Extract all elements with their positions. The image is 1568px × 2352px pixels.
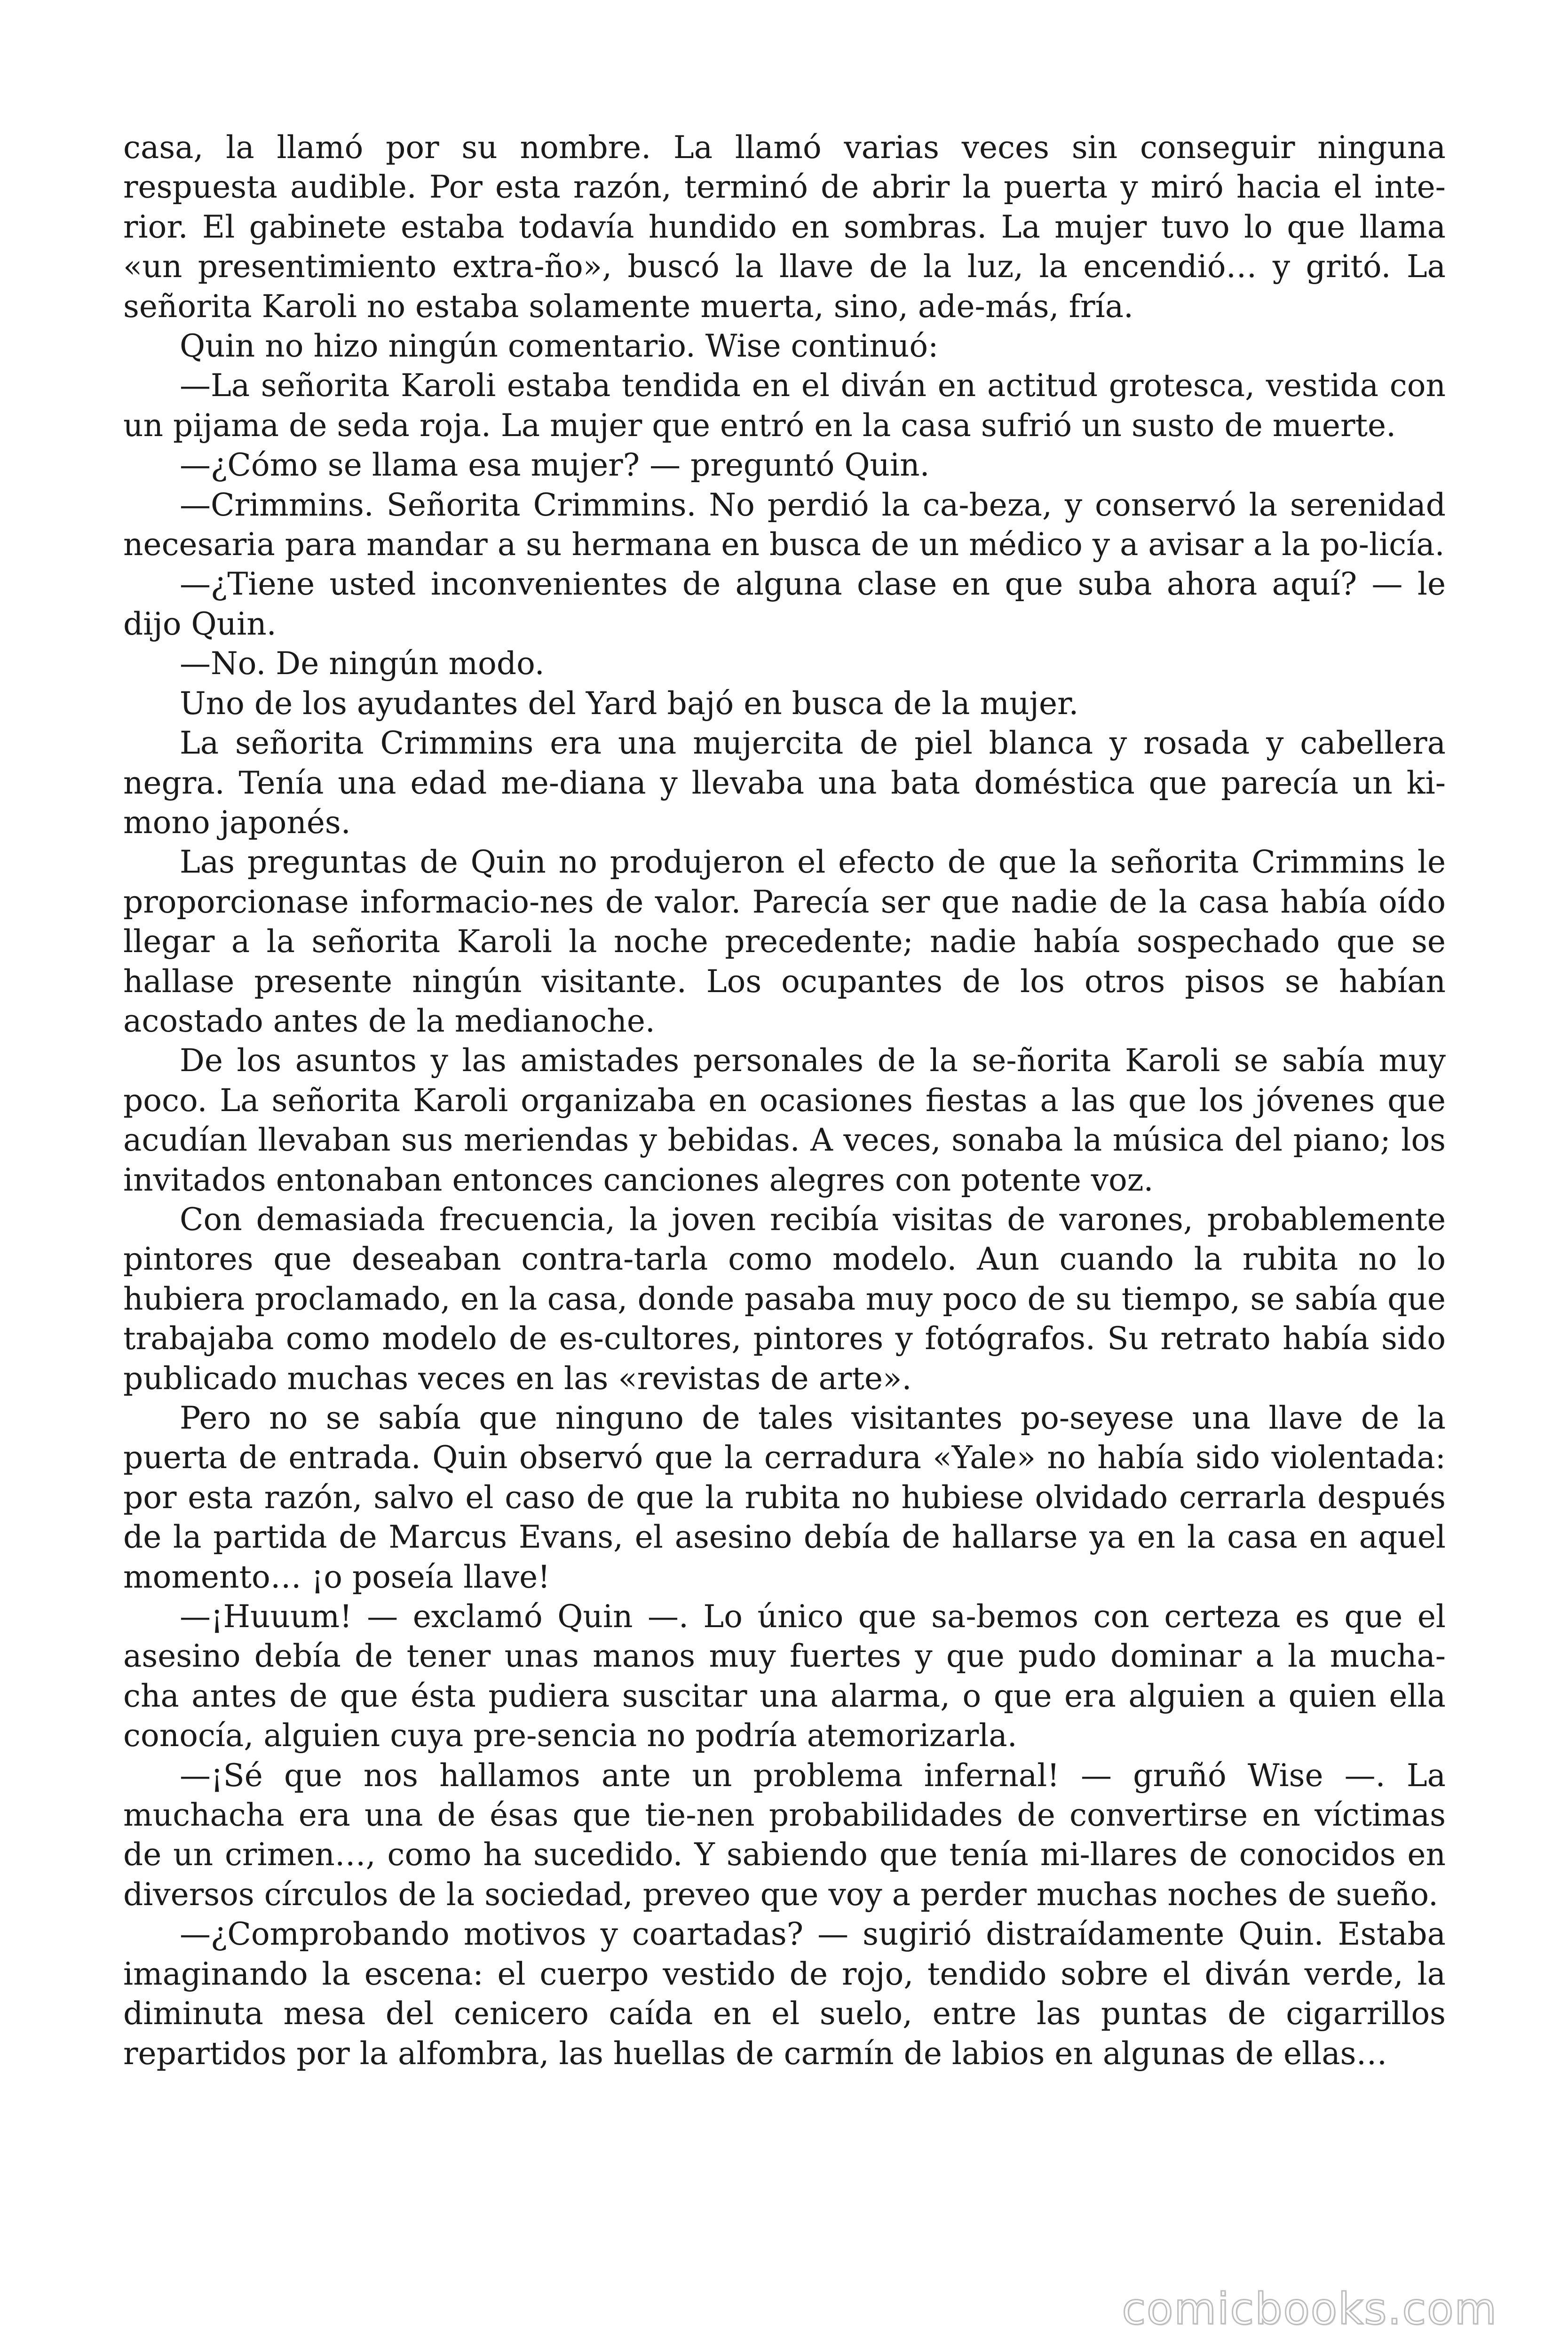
- watermark: comicbooks.com: [1122, 2284, 1497, 2334]
- paragraph: —¿Cómo se llama esa mujer? — preguntó Quin.: [180, 447, 930, 484]
- paragraph: —Crimmins. Señorita Crimmins. No perdió la ca-beza, y conservó la serenidad necesaria para mandar a su hermana en busca de un médico y a avisar a la po-licía.: [123, 486, 1446, 563]
- paragraph: Pero no se sabía que ninguno de tales visitantes po-seyese una llave de la puerta de entrada. Quin observó que la cerradura «Yale» no había sido violentada: por esta razón, salvo el caso de que la rubita no hubiese olvidado cerrarla después de la partida de Marcus Evans, el asesino debía de hallarse ya en la casa en aquel momento… ¡o poseía llave!: [123, 1400, 1446, 1595]
- paragraph: —No. De ningún modo.: [180, 645, 545, 682]
- paragraph: —¿Comprobando motivos y coartadas? — sugirió distraídamente Quin. Estaba imaginando la escena: el cuerpo vestido de rojo, tendido sobre el diván verde, la diminuta mesa del cenicero caída en el suelo, entre las puntas de cigarrillos repartidos por la alfombra, las huellas de carmín de labios en algunas de ellas…: [123, 1916, 1446, 2072]
- paragraph: De los asuntos y las amistades personales de la se-ñorita Karoli se sabía muy poco. La señorita Karoli organizaba en ocasiones fiestas a las que los jóvenes que acudían llevaban sus meriendas y bebidas. A veces, sonaba la música del piano; los invitados entonaban entonces canciones alegres con potente voz.: [123, 1042, 1446, 1198]
- paragraph: La señorita Crimmins era una mujercita de piel blanca y rosada y cabellera negra. Tenía una edad me-diana y llevaba una bata doméstica que parecía un ki-mono japonés.: [123, 725, 1446, 841]
- paragraph: —La señorita Karoli estaba tendida en el diván en actitud grotesca, vestida con un pijama de seda roja. La mujer que entró en la casa sufrió un susto de muerte.: [123, 367, 1446, 444]
- paragraph: —¡Sé que nos hallamos ante un problema infernal! — gruñó Wise —. La muchacha era una de ésas que tie-nen probabilidades de convertirse en víctimas de un crimen…, como ha sucedido. Y sabiendo que tenía mi-llares de conocidos en diversos círculos de la sociedad, preveo que voy a perder muchas noches de sueño.: [123, 1757, 1446, 1913]
- paragraph: —¿Tiene usted inconvenientes de alguna clase en que suba ahora aquí? — le dijo Quin.: [123, 566, 1446, 642]
- paragraph: Quin no hizo ningún comentario. Wise continuó:: [180, 328, 939, 365]
- paragraph: Uno de los ayudantes del Yard bajó en busca de la mujer.: [180, 685, 1079, 722]
- paragraph: casa, la llamó por su nombre. La llamó varias veces sin conseguir ninguna respuesta audible. Por esta razón, terminó de abrir la puerta y miró hacia el inte-rior. El gabinete estaba todavía hundido en sombras. La mujer tuvo lo que llama «un presentimiento extra-ño», buscó la llave de la luz, la encendió… y gritó. La señorita Karoli no estaba solamente muerta, sino, ade-más, fría.: [123, 129, 1446, 325]
- paragraph: —¡Huuum! — exclamó Quin —. Lo único que sa-bemos con certeza es que el asesino debía de tener unas manos muy fuertes y que pudo dominar a la mucha-cha antes de que ésta pudiera suscitar una alarma, o que era alguien a quien ella conocía, alguien cuya pre-sencia no podría atemorizarla.: [123, 1598, 1446, 1754]
- paragraph: Las preguntas de Quin no produjeron el efecto de que la señorita Crimmins le proporcionase informacio-nes de valor. Parecía ser que nadie de la casa había oído llegar a la señorita Karoli la noche precedente; nadie había sospechado que se hallase presente ningún visitante. Los ocupantes de los otros pisos se habían acostado antes de la medianoche.: [123, 844, 1446, 1039]
- paragraph: Con demasiada frecuencia, la joven recibía visitas de varones, probablemente pintores que deseaban contra-tarla como modelo. Aun cuando la rubita no lo hubiera proclamado, en la casa, donde pasaba muy poco de su tiempo, se sabía que trabajaba como modelo de es-cultores, pintores y fotógrafos. Su retrato había sido publicado muchas veces en las «revistas de arte».: [123, 1201, 1446, 1397]
- body-text: [123, 128, 1446, 2074]
